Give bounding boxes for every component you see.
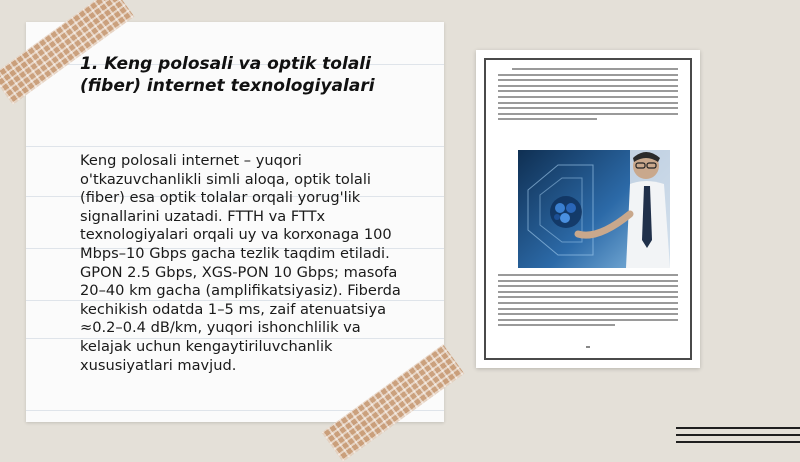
decorative-line: [676, 427, 800, 429]
illustration-graphic: [518, 150, 670, 268]
document-illustration: [518, 150, 670, 268]
document-text-block-top: [498, 68, 678, 124]
document-page: [484, 58, 692, 360]
document-text-block-bottom: [498, 274, 678, 330]
decorative-line: [676, 441, 800, 443]
document-page-thumbnail: [476, 50, 700, 368]
slide-body-text: Keng polosali internet – yuqori o'tkazuvchanlikli simli aloqa, optik tolali (fiber) esa optik tolalar orqali yorug'lik signallarini uzatadi. FTTH va FTTx texnologiyalari orqali uy va korxonaga 100 Mbps–10 Gbps gacha tezlik taqdim etiladi. GPON 2.5 Gbps, XGS-PON 10 Gbps; masofa 20–40 km gacha (amplifikatsiyasiz). Fiberda kechikish odatda 1–5 ms, zaif atenuatsiya ≈0.2–0.4 dB/km, yuqori ishonchlilik va kelajak uchun kengaytiriluvchanlik xususiyatlari mavjud.: [80, 152, 401, 374]
slide-title: 1. Keng polosali va optik tolali (fiber) internet texnologiyalari: [80, 54, 375, 96]
ruled-line: [26, 146, 444, 147]
decorative-line: [676, 434, 800, 436]
document-page-number: [586, 346, 590, 348]
